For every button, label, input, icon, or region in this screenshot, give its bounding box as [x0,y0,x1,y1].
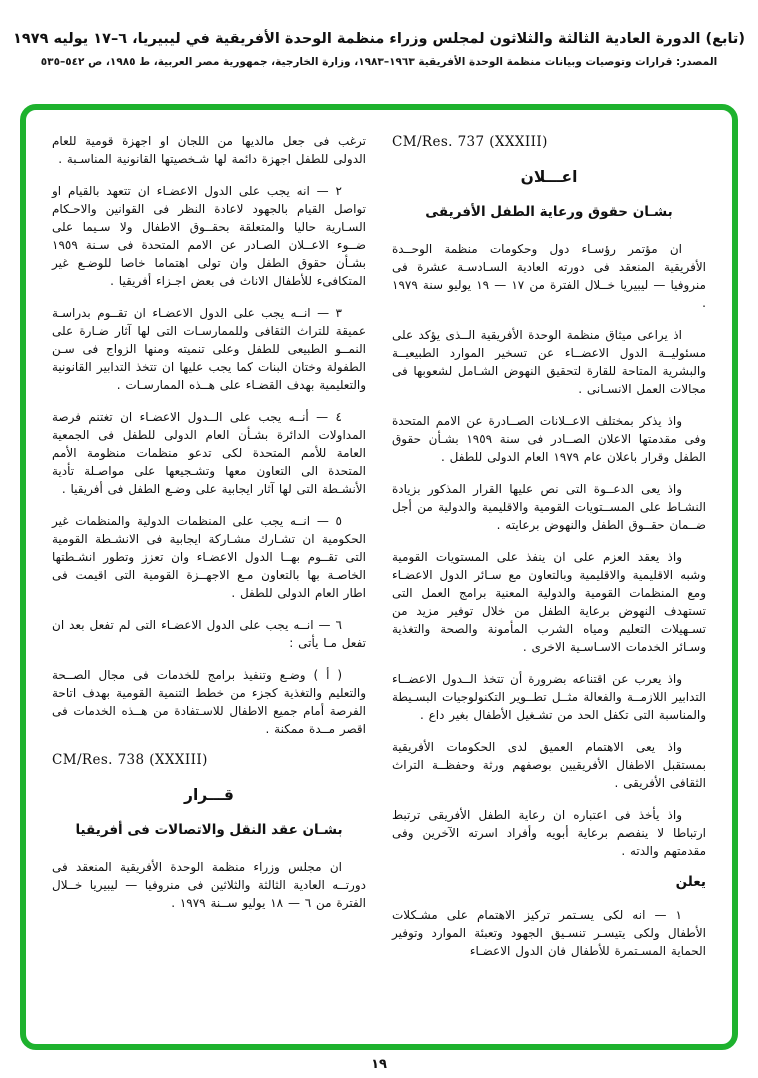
paragraph: ان مجلس وزراء منظمة الوحدة الأفريقية المنعقد فى دورتــه العادية الثالثة والثلاثين فى منروفيا — ليبيريا خــلال الفترة من ٦ — ١٨ يوليو ســنة ١٩٧٩ . [52,860,366,910]
paragraph: ترغب فى جعل مالديها من اللجان او اجهزة قومية للعام الدولى للطفل اجهزة دائمة لها شـخصيتها القانونية المناسـبة . [52,134,366,166]
content-frame [20,104,738,1050]
paragraph: ٢ — انه يجب على الدول الاعضـاء ان تتعهد بالقيام او تواصل القيام بالجهود لاعادة النظر فى القوانين والاحـكام السـارية حاليا والمتعلقة بحقــوق الاطفال ولا سـيما على ضــوء الاعــلان الصـادر عن الامم المتحدة فى سـنة ١٩٥٩ بشـأن حقوق الطفل وان تولى اهتماما خاصا للوضـع غير المتكافىء للأطفال الاناث فى بعض اجـزاء أفريقيا . [52,184,366,288]
paragraph: واذ يعقد العزم على ان ينفذ على المستويات القومية وشبه الاقليمية والاقليمية وبالتعاون مع سـائر الدول الاعضـاء ومع المنظمات القومية والدولية المعنية برامج العمل التى تستهدف النهوض برعاية الطفل من خلال توفير مزيد من تسـهيلات التعليم ومياه الشرب المأمونة والصحة والتغذية وسـائر الخدمات الاسـاسـية الاخرى . [392,550,706,654]
two-column-layout [52,132,706,1034]
resolution-type-heading: قـــرار [184,786,234,804]
page-number: ١٩ [371,1057,387,1072]
paragraph: واذ يذكر بمختلف الاعــلانات الصــادرة عن الامم المتحدة وفى مقدمتها الاعلان الصــادر فى سنة ١٩٥٩ بشـأن حقوق الطفل وقرار باعلان عام ١٩٧٩ العام الدولى للطفل . [392,414,706,464]
operative-clause-label: يعلن [675,874,706,890]
resolution-type-heading: اعـــلان [520,168,578,186]
paragraph: واذ يعى الدعــوة التى نص عليها القرار المذكور بزيادة النشـاط على المســتويات القومية والاقليمية والدولية من أجل ضــمان حقــوق الطفل والنهوض برعايته . [392,482,706,532]
resolution-reference: CM/Res. 738 (XXXIII) [52,752,208,768]
session-title: (تابع) الدورة العادية الثالثة والثلاثون لمجلس وزراء منظمة الوحدة الأفريقية في ليبيريا، ٦–١٧ يوليه ١٩٧٩ [13,31,745,47]
paragraph: ٣ — انــه يجب على الدول الاعضـاء ان تقــوم بدراسـة عميقة للتراث الثقافى وللممارسـات التى لها آثار ضـارة على النمــو الطبيعى للطفل وعلى تنميته ومنها الزواج فى سـن الطفولة وختان البنات كما يجب عليها ان تتخذ التدابير القانونية والتعليمية بهدف القضـاء على هــذه الممارسـات . [52,306,366,392]
resolution-subject-heading: بشـان حقوق ورعاية الطفل الأفريقى [425,204,673,220]
column-left [52,132,366,1034]
paragraph: اذ يراعى ميثاق منظمة الوحدة الأفريقية الــذى يؤكد على مسئوليــة الدول الاعضــاء عن تسخير الموارد الطبيعيــة والبشرية المتاحة للقارة لتحقيق النهوض الشـامل لشعوبها فى مجالات العمل الانسـانى . [392,328,706,396]
paragraph: واذ يعى الاهتمام العميق لدى الحكومات الأفريقية بمستقبل الاطفال الأفريقيين بوصفهم ورثة وحفظــة التراث الثقافى الأفريقى . [392,740,706,790]
paragraph: واذ يأخذ فى اعتباره ان رعاية الطفل الأفريقى ترتبط ارتباطا لا ينفصم برعاية أبويه وأفراد اسرته الآخرين وفى مقدمتهم والدته . [392,808,706,858]
document-header [0,0,758,68]
paragraph: ( أ ) وضـع وتنفيذ برامج للخدمات فى مجال الصــحة والتعليم والتغذية كجزء من خطط التنمية القومية بهدف اتاحة الفرصة أمام جميع الاطفال للاسـتفادة من هــذه الخدمات فى اقصر مــدة ممكنة . [52,668,366,736]
paragraph: ان مؤتمر رؤسـاء دول وحكومات منظمة الوحــدة الأفريقية المنعقد فى دورته العادية السـادسـة عشرة فى منروفيا — ليبيريا خــلال الفترة من ١٧ — ١٩ يوليو سنة ١٩٧٩ . [392,242,706,310]
resolution-reference: CM/Res. 737 (XXXIII) [392,134,548,150]
source-citation: المصدر: قرارات وتوصيات وبيانات منظمة الوحدة الأفريقية ١٩٦٣–١٩٨٣، وزارة الخارجية، جمهورية مصر العربية، ط ١٩٨٥، ص ٥٤٢–٥٣٥ [40,55,718,68]
resolution-subject-heading: بشـان عقد النقل والاتصالات فى أفريقيا [75,822,343,838]
paragraph: ٦ — انــه يجب على الدول الاعضـاء التى لم تفعل بعد ان تفعل مـا يأتى : [52,618,366,650]
paragraph: ٥ — انــه يجب على المنظمات الدولية والمنظمات غير الحكومية ان تشـارك مشـاركة ايجابية فى الانشـطة القومية التى تقــوم بهــا الدول الاعضـاء وان تعزز وتطور انشـطتها الخاصـة بها بالتعاون مـع الاجهــزة القومية التى اقيمت فى اطار العام الدولى للطفل . [52,514,366,600]
column-right [392,132,706,1034]
paragraph: واذ يعرب عن اقتناعه بضرورة أن تتخذ الــدول الاعضــاء التدابير اللازمــة والفعالة مثــل تطــوير التكنولوجيات البسـيطة والمناسبة التى تكفل الحد من تشـغيل الأطفال بغير داع . [392,672,706,722]
paragraph: ١ — انه لكى يسـتمر تركيز الاهتمام على مشـكلات الأطفال ولكى يتيسـر تنسـيق الجهود وتعبئة الموارد وتوفير الحماية المسـتمرة للأطفال فان الدول الاعضـاء [392,908,706,958]
paragraph: ٤ — أنــه يجب على الــدول الاعضـاء ان تغتنم فرصة المداولات الدائرة بشـأن العام الدولى للطفل فى الجمعية العامة للأمم المتحدة لكى تدعو منظمات منظومة الأمم المتحدة الى التعاون معها وتشـجيعها على مواصـلة تأدية الأنشـطة التى لها آثار ايجابية على وضـع الطفل فى أفريقيا . [52,410,366,496]
